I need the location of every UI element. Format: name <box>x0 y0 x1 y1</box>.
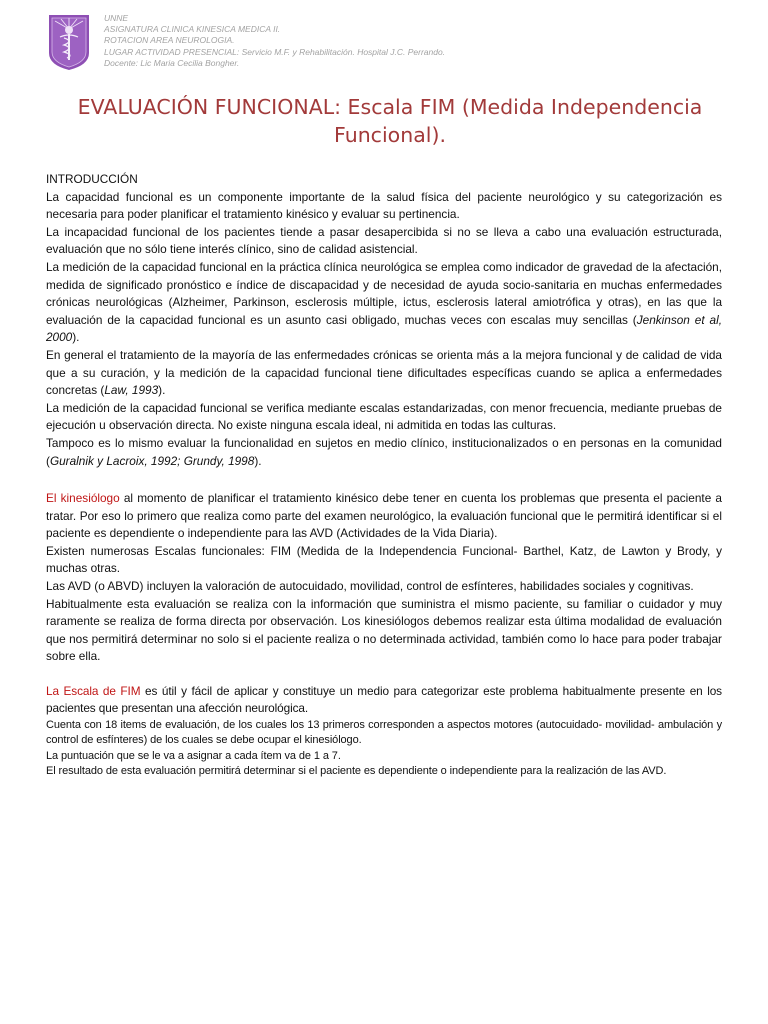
intro-paragraph-1: La capacidad funcional es un componente importante de la salud física del paciente neurológico y su categorización es necesaria para poder planificar el tratamiento kinésico y evaluar su pertinencia. <box>46 189 722 222</box>
fim-paragraph-3: La puntuación que se le va a asignar a cada ítem va de 1 a 7. <box>46 749 341 762</box>
header-line-rotation: ROTACION AREA NEUROLOGIA. <box>104 35 235 46</box>
citation: Jenkinson et al, 2000 <box>46 312 722 345</box>
section-heading-introduccion: INTRODUCCIÓN <box>46 172 138 186</box>
kinesiologo-paragraph-1: El kinesiólogo al momento de planificar el tratamiento kinésico debe tener en cuenta los problemas que presenta el paciente a tratar. Por eso lo primero que realiza como parte del examen neurológico, la evaluación funcional que le permitirá identificar si el paciente es dependiente o independiente para las AVD (Actividades de la Vida Diaria). <box>46 491 722 541</box>
citation: Law, 1993 <box>104 383 159 398</box>
highlight-escala-fim: La Escala de FIM <box>46 684 141 699</box>
header-line-teacher: Docente: Lic Maria Cecilia Bongher. <box>104 57 240 68</box>
university-crest-icon <box>47 13 91 71</box>
header-line-institution: UNNE <box>104 13 129 23</box>
header-line-subject: ASIGNATURA CLINICA KINESICA MEDICA II. <box>104 24 281 35</box>
kinesiologo-paragraph-2: Existen numerosas Escalas funcionales: FIM (Medida de la Independencia Funcional- Barthel, Katz, de Lawton y Brody, y muchas otras. <box>46 543 722 576</box>
document-header <box>104 13 724 69</box>
highlight-kinesiologo: El kinesiólogo <box>46 491 120 506</box>
intro-paragraph-5: La medición de la capacidad funcional se verifica mediante escalas estandarizadas, con menor frecuencia, mediante pruebas de ejecución u observación directa. No existe ninguna escala ideal, ni admitida en todas las culturas. <box>46 400 722 433</box>
page-title: EVALUACIÓN FUNCIONAL: Escala FIM (Medida Independencia Funcional). <box>77 95 703 147</box>
fim-paragraph-4: El resultado de esta evaluación permitirá determinar si el paciente es dependiente o independiente para la realización de las AVD. <box>46 765 667 778</box>
intro-paragraph-3: La medición de la capacidad funcional en la práctica clínica neurológica se emplea como indicador de gravedad de la afectación, medida de significado pronóstico e índice de discapacidad y de necesidad de ayuda socio-sanitaria en muchas enfermedades crónicas neurológicas (Alzheimer, Parkinson, esclerosis múltiple, ictus, esclerosis lateral amiotrófica y otras), en las que la evaluación de la capacidad funcional es un asunto casi obligado, muchas veces con escalas muy sencillas (Jenkinson et al, 2000). <box>46 259 722 345</box>
kinesiologo-paragraph-4: Habitualmente esta evaluación se realiza con la información que suministra el mismo paciente, su familiar o cuidador y muy raramente se realiza de forma directa por observación. Los kinesiólogos debemos realizar esta última modalidad de evaluación que nos permitirá determinar no solo si el paciente realiza o no determinada actividad, también como lo hace para poder trabajar sobre ella. <box>46 596 722 664</box>
fim-paragraph-1: La Escala de FIM es útil y fácil de aplicar y constituye un medio para categorizar este problema habitualmente presente en los pacientes que presentan una afección neurológica. <box>46 684 722 716</box>
intro-paragraph-4: En general el tratamiento de la mayoría de las enfermedades crónicas se orienta más a la mejora funcional y de calidad de vida que a su curación, y la medición de la capacidad funcional tiene dificultades específicas cuando se aplica a enfermedades concretas (Law, 1993). <box>46 347 722 398</box>
intro-paragraph-6: Tampoco es lo mismo evaluar la funcionalidad en sujetos en medio clínico, institucionalizados o en personas en la comunidad (Guralnik y Lacroix, 1992; Grundy, 1998). <box>46 435 722 468</box>
fim-paragraph-2: Cuenta con 18 items de evaluación, de los cuales los 13 primeros corresponden a aspectos motores (autocuidado- movilidad- ambulación y control de esfínteres) de los cuales se debe ocupar el kinesiólogo. <box>46 718 722 747</box>
intro-paragraph-2: La incapacidad funcional de los pacientes tiende a pasar desapercibida si no se lleva a cabo una evaluación estructurada, evaluación que no sólo tiene interés clínico, sino de calidad asistencial. <box>46 224 722 257</box>
document-body <box>46 171 722 779</box>
citation: Guralnik y Lacroix, 1992; Grundy, 1998 <box>49 453 255 468</box>
kinesiologo-paragraph-3: Las AVD (o ABVD) incluyen la valoración de autocuidado, movilidad, control de esfínteres, habilidades sociales y cognitivas. <box>46 579 694 594</box>
header-line-location: LUGAR ACTIVIDAD PRESENCIAL: Servicio M.F. y Rehabilitación. Hospital J.C. Perrando. <box>104 46 446 57</box>
